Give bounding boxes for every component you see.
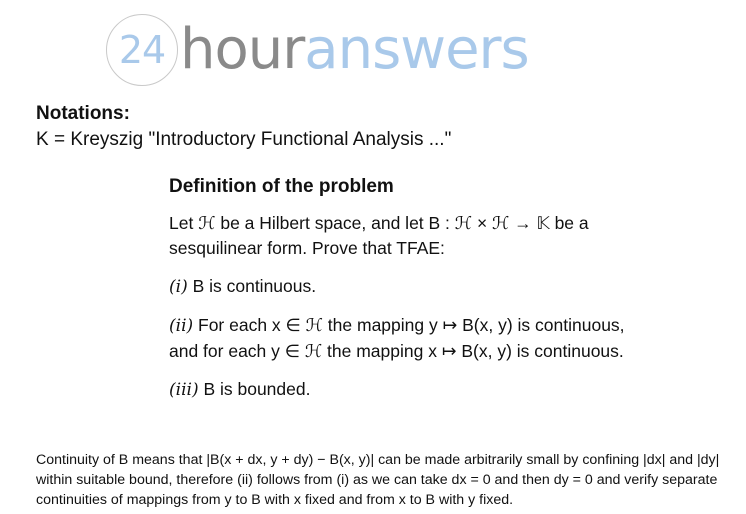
item-text: For each x ∈ ℋ the mapping y ↦ B(x, y) is continuous, and for each y ∈ ℋ the mapping x ↦ B(x, y) is continuous.	[169, 315, 625, 361]
problem-intro: Let ℋ be a Hilbert space, and let B : ℋ × ℋ → 𝕂 be a sesquilinear form. Prove that TFAE:	[169, 213, 589, 258]
item-label: (ii)	[169, 316, 194, 336]
logo-word-hour: hour	[180, 17, 305, 82]
problem-item-i	[169, 274, 639, 300]
answer-text	[36, 450, 736, 510]
logo-wordmark	[180, 17, 529, 82]
notations-reference: K = Kreyszig "Introductory Functional Analysis ..."	[36, 129, 452, 150]
problem-item-ii	[169, 313, 639, 364]
problem-item-iii	[169, 377, 639, 403]
answer-paragraph: Continuity of B means that |B(x + dx, y + dy) − B(x, y)| can be made arbitrarily small by confining |dx| and |dy| within suitable bound, therefore (ii) follows from (i) as we can take dx = 0 and then dy = 0 and verify separate continuities of mappings from y to B with x fixed and from x to B with y fixed.	[36, 452, 720, 508]
logo-24houranswers	[106, 12, 646, 88]
item-text: B is bounded.	[198, 379, 311, 399]
logo-number-circle: 24	[106, 14, 178, 86]
problem-title: Definition of the problem	[169, 176, 394, 197]
item-text: B is continuous.	[187, 276, 317, 296]
problem-definition	[169, 176, 639, 403]
item-label: (i)	[169, 277, 188, 297]
notations-heading: Notations:	[36, 103, 130, 124]
item-label: (iii)	[169, 380, 199, 400]
logo-word-answers: answers	[304, 17, 529, 82]
